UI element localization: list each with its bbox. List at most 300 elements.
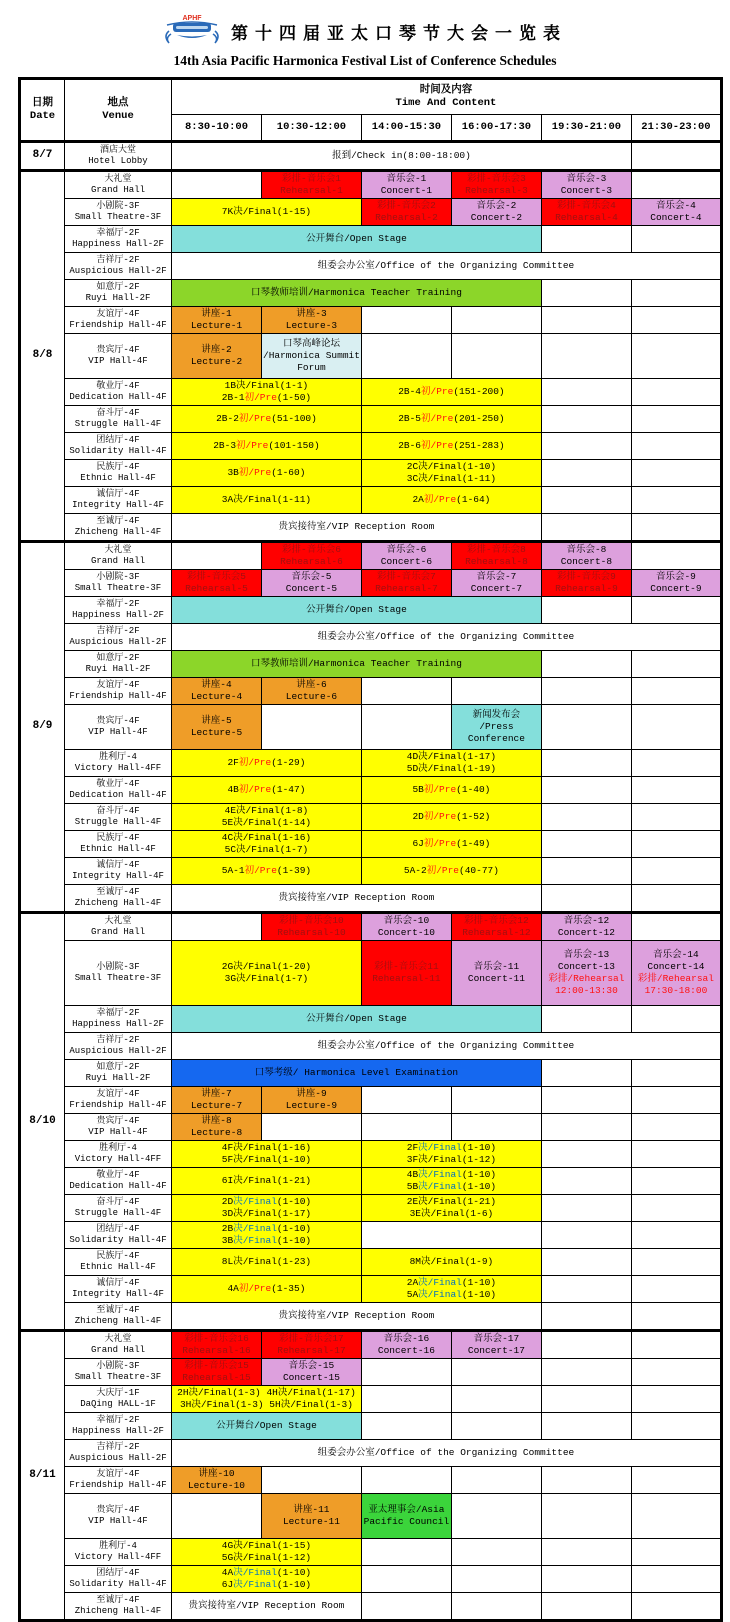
empty-cell xyxy=(451,1467,541,1494)
schedule-cell: 8L决/Final(1-23) xyxy=(172,1249,362,1276)
schedule-cell: 3A决/Final(1-11) xyxy=(172,487,362,514)
empty-cell xyxy=(361,1593,451,1621)
empty-cell xyxy=(451,1494,541,1539)
schedule-row xyxy=(20,406,722,433)
schedule-cell: 音乐会-2 Concert-2 xyxy=(451,199,541,226)
schedule-row xyxy=(20,913,722,941)
venue-cell: 如意厅-2F Ruyi Hall-2F xyxy=(65,651,172,678)
schedule-row xyxy=(20,1141,722,1168)
empty-cell xyxy=(631,1195,721,1222)
schedule-cell: 音乐会-17 Concert-17 xyxy=(451,1331,541,1359)
empty-cell xyxy=(361,1222,541,1249)
empty-cell xyxy=(541,487,631,514)
venue-cell: 敬业厅-4F Dedication Hall-4F xyxy=(65,379,172,406)
empty-cell xyxy=(631,1413,721,1440)
empty-cell xyxy=(631,831,721,858)
date-cell: 8/9 xyxy=(20,542,65,913)
schedule-cell: 彩排-音乐会6 Rehearsal-6 xyxy=(262,542,362,570)
schedule-cell: 彩排-音乐会15 Rehearsal-15 xyxy=(172,1359,262,1386)
schedule-cell: 音乐会-4 Concert-4 xyxy=(631,199,721,226)
schedule-row xyxy=(20,941,722,1006)
empty-cell xyxy=(451,1359,541,1386)
empty-cell xyxy=(541,1060,631,1087)
schedule-cell: 彩排-音乐会2 Rehearsal-2 xyxy=(361,199,451,226)
schedule-cell: 组委会办公室/Office of the Organizing Committee xyxy=(172,1440,722,1467)
empty-cell xyxy=(631,804,721,831)
page-subtitle: 14th Asia Pacific Harmonica Festival List of Conference Schedules xyxy=(173,53,557,68)
date-cell: 8/8 xyxy=(20,171,65,542)
empty-cell xyxy=(631,1276,721,1303)
schedule-row xyxy=(20,678,722,705)
empty-cell xyxy=(541,1386,631,1413)
venue-cell: 贵宾厅-4F VIP Hall-4F xyxy=(65,334,172,379)
schedule-cell: 口琴教师培训/Harmonica Teacher Training xyxy=(172,280,542,307)
date-cell: 8/7 xyxy=(20,142,65,171)
venue-cell: 小剧院-3F Small Theatre-3F xyxy=(65,1359,172,1386)
empty-cell xyxy=(631,1249,721,1276)
empty-cell xyxy=(631,1467,721,1494)
empty-cell xyxy=(361,1114,451,1141)
schedule-row xyxy=(20,1539,722,1566)
venue-cell: 奋斗厅-4F Struggle Hall-4F xyxy=(65,1195,172,1222)
schedule-cell: 2H决/Final(1-3) 4H决/Final(1-17) 3H决/Final(1-3) 5H决/Final(1-3) xyxy=(172,1386,362,1413)
schedule-cell: 音乐会-11 Concert-11 xyxy=(451,941,541,1006)
schedule-cell: 彩排-音乐会4 Rehearsal-4 xyxy=(541,199,631,226)
schedule-cell: 讲座-6 Lecture-6 xyxy=(262,678,362,705)
empty-cell xyxy=(631,1593,721,1621)
schedule-row xyxy=(20,379,722,406)
schedule-cell: 4B决/Final(1-10) 5B决/Final(1-10) xyxy=(361,1168,541,1195)
empty-cell xyxy=(451,1413,541,1440)
empty-cell xyxy=(541,1141,631,1168)
schedule-cell: 贵宾接待室/VIP Reception Room xyxy=(172,1303,542,1331)
empty-cell xyxy=(361,705,451,750)
empty-cell xyxy=(451,334,541,379)
empty-cell xyxy=(541,651,631,678)
schedule-cell: 5B初/Pre(1-40) xyxy=(361,777,541,804)
schedule-cell: 讲座-3 Lecture-3 xyxy=(262,307,362,334)
schedule-cell: 彩排-音乐会9 Rehearsal-9 xyxy=(541,570,631,597)
schedule-row xyxy=(20,433,722,460)
schedule-row xyxy=(20,1494,722,1539)
schedule-row xyxy=(20,1276,722,1303)
schedule-cell: 4F决/Final(1-16) 5F决/Final(1-10) xyxy=(172,1141,362,1168)
schedule-row xyxy=(20,1222,722,1249)
schedule-cell: 讲座-7 Lecture-7 xyxy=(172,1087,262,1114)
empty-cell xyxy=(631,678,721,705)
empty-cell xyxy=(451,1386,541,1413)
empty-cell xyxy=(541,1006,631,1033)
empty-cell xyxy=(541,1593,631,1621)
schedule-cell: 彩排-音乐会8 Rehearsal-8 xyxy=(451,542,541,570)
schedule-cell: 6J初/Pre(1-49) xyxy=(361,831,541,858)
empty-cell xyxy=(631,433,721,460)
empty-cell xyxy=(541,1303,631,1331)
empty-cell xyxy=(631,651,721,678)
schedule-cell: 公开舞台/Open Stage xyxy=(172,597,542,624)
schedule-cell: 组委会办公室/Office of the Organizing Committee xyxy=(172,624,722,651)
empty-cell xyxy=(631,750,721,777)
venue-cell: 大礼堂 Grand Hall xyxy=(65,913,172,941)
empty-cell xyxy=(541,406,631,433)
schedule-row xyxy=(20,624,722,651)
schedule-row xyxy=(20,1303,722,1331)
aphf-logo xyxy=(163,12,221,51)
schedule-cell: 5A-1初/Pre(1-39) xyxy=(172,858,362,885)
empty-cell xyxy=(361,1539,451,1566)
empty-cell xyxy=(541,885,631,913)
venue-cell: 诚信厅-4F Integrity Hall-4F xyxy=(65,1276,172,1303)
empty-cell xyxy=(631,885,721,913)
empty-cell xyxy=(541,433,631,460)
empty-cell xyxy=(361,1566,451,1593)
empty-cell xyxy=(541,777,631,804)
venue-cell: 幸福厅-2F Happiness Hall-2F xyxy=(65,1413,172,1440)
schedule-row xyxy=(20,1386,722,1413)
venue-cell: 诚信厅-4F Integrity Hall-4F xyxy=(65,487,172,514)
venue-cell: 民族厅-4F Ethnic Hall-4F xyxy=(65,460,172,487)
venue-cell: 敬业厅-4F Dedication Hall-4F xyxy=(65,1168,172,1195)
schedule-cell: 音乐会-1 Concert-1 xyxy=(361,171,451,199)
venue-cell: 奋斗厅-4F Struggle Hall-4F xyxy=(65,804,172,831)
schedule-row xyxy=(20,1060,722,1087)
schedule-cell: 4A决/Final(1-10) 6J决/Final(1-10) xyxy=(172,1566,362,1593)
empty-cell xyxy=(361,334,451,379)
schedule-cell: 2C决/Final(1-10) 3C决/Final(1-11) xyxy=(361,460,541,487)
empty-cell xyxy=(631,142,721,171)
venue-cell: 如意厅-2F Ruyi Hall-2F xyxy=(65,280,172,307)
column-header-time-slot: 19:30-21:00 xyxy=(541,115,631,142)
venue-cell: 敬业厅-4F Dedication Hall-4F xyxy=(65,777,172,804)
empty-cell xyxy=(172,1494,262,1539)
empty-cell xyxy=(541,858,631,885)
schedule-cell: 2G决/Final(1-20) 3G决/Final(1-7) xyxy=(172,941,362,1006)
schedule-cell: 5A-2初/Pre(40-77) xyxy=(361,858,541,885)
venue-cell: 友谊厅-4F Friendship Hall-4F xyxy=(65,678,172,705)
schedule-cell: 音乐会-16 Concert-16 xyxy=(361,1331,451,1359)
schedule-cell: 彩排-音乐会11 Rehearsal-11 xyxy=(361,941,451,1006)
empty-cell xyxy=(541,1114,631,1141)
schedule-row xyxy=(20,1440,722,1467)
schedule-row xyxy=(20,1467,722,1494)
schedule-row xyxy=(20,487,722,514)
empty-cell xyxy=(631,226,721,253)
schedule-cell: 音乐会-3 Concert-3 xyxy=(541,171,631,199)
empty-cell xyxy=(541,1087,631,1114)
empty-cell xyxy=(262,1467,362,1494)
empty-cell xyxy=(541,1168,631,1195)
empty-cell xyxy=(541,1331,631,1359)
venue-cell: 贵宾厅-4F VIP Hall-4F xyxy=(65,1494,172,1539)
schedule-row xyxy=(20,831,722,858)
schedule-cell: 2D决/Final(1-10) 3D决/Final(1-17) xyxy=(172,1195,362,1222)
empty-cell xyxy=(541,514,631,542)
schedule-cell: 讲座-11 Lecture-11 xyxy=(262,1494,362,1539)
schedule-row xyxy=(20,1195,722,1222)
empty-cell xyxy=(172,913,262,941)
venue-cell: 贵宾厅-4F VIP Hall-4F xyxy=(65,705,172,750)
schedule-cell: 讲座-1 Lecture-1 xyxy=(172,307,262,334)
empty-cell xyxy=(631,171,721,199)
column-header-time-content: 时间及内容 Time And Content xyxy=(172,79,722,115)
empty-cell xyxy=(172,171,262,199)
schedule-cell: 音乐会-7 Concert-7 xyxy=(451,570,541,597)
venue-cell: 至诚厅-4F Zhicheng Hall-4F xyxy=(65,885,172,913)
empty-cell xyxy=(631,705,721,750)
venue-cell: 小剧院-3F Small Theatre-3F xyxy=(65,941,172,1006)
empty-cell xyxy=(361,307,451,334)
schedule-row xyxy=(20,1413,722,1440)
schedule-cell: 4D决/Final(1-17) 5D决/Final(1-19) xyxy=(361,750,541,777)
schedule-cell: 2B-4初/Pre(151-200) xyxy=(361,379,541,406)
column-header-time-slot: 14:00-15:30 xyxy=(361,115,451,142)
schedule-cell: 音乐会-10 Concert-10 xyxy=(361,913,451,941)
schedule-row xyxy=(20,885,722,913)
venue-cell: 如意厅-2F Ruyi Hall-2F xyxy=(65,1060,172,1087)
empty-cell xyxy=(541,460,631,487)
schedule-cell: 新闻发布会 /Press Conference xyxy=(451,705,541,750)
empty-cell xyxy=(361,1359,451,1386)
empty-cell xyxy=(631,1168,721,1195)
schedule-cell: 音乐会-13 Concert-13 彩排/Rehearsal 12:00-13:30 xyxy=(541,941,631,1006)
empty-cell xyxy=(541,804,631,831)
empty-cell xyxy=(631,1539,721,1566)
schedule-cell: 2E决/Final(1-21) 3E决/Final(1-6) xyxy=(361,1195,541,1222)
empty-cell xyxy=(451,1087,541,1114)
schedule-cell: 4A初/Pre(1-35) xyxy=(172,1276,362,1303)
schedule-cell: 彩排-音乐会10 Rehearsal-10 xyxy=(262,913,362,941)
empty-cell xyxy=(631,1141,721,1168)
schedule-cell: 4E决/Final(1-8) 5E决/Final(1-14) xyxy=(172,804,362,831)
empty-cell xyxy=(631,1359,721,1386)
schedule-table xyxy=(18,77,723,1622)
schedule-cell: 口琴高峰论坛 /Harmonica Summit Forum xyxy=(262,334,362,379)
schedule-row xyxy=(20,307,722,334)
schedule-row xyxy=(20,253,722,280)
venue-cell: 吉祥厅-2F Auspicious Hall-2F xyxy=(65,624,172,651)
venue-cell: 贵宾厅-4F VIP Hall-4F xyxy=(65,1114,172,1141)
schedule-row xyxy=(20,858,722,885)
schedule-cell: 彩排-音乐会7 Rehearsal-7 xyxy=(361,570,451,597)
schedule-row xyxy=(20,1168,722,1195)
empty-cell xyxy=(451,1593,541,1621)
empty-cell xyxy=(451,678,541,705)
venue-cell: 友谊厅-4F Friendship Hall-4F xyxy=(65,1467,172,1494)
schedule-cell: 2D初/Pre(1-52) xyxy=(361,804,541,831)
venue-cell: 小剧院-3F Small Theatre-3F xyxy=(65,570,172,597)
empty-cell xyxy=(541,750,631,777)
empty-cell xyxy=(262,1114,362,1141)
empty-cell xyxy=(541,1413,631,1440)
empty-cell xyxy=(541,1566,631,1593)
column-header-time-slot: 8:30-10:00 xyxy=(172,115,262,142)
empty-cell xyxy=(451,1539,541,1566)
schedule-cell: 彩排-音乐会17 Rehearsal-17 xyxy=(262,1331,362,1359)
schedule-cell: 贵宾接待室/VIP Reception Room xyxy=(172,514,542,542)
empty-cell xyxy=(541,307,631,334)
empty-cell xyxy=(541,678,631,705)
venue-cell: 奋斗厅-4F Struggle Hall-4F xyxy=(65,406,172,433)
empty-cell xyxy=(631,1087,721,1114)
empty-cell xyxy=(361,1087,451,1114)
empty-cell xyxy=(631,1494,721,1539)
schedule-cell: 音乐会-5 Concert-5 xyxy=(262,570,362,597)
schedule-cell: 音乐会-6 Concert-6 xyxy=(361,542,451,570)
venue-cell: 友谊厅-4F Friendship Hall-4F xyxy=(65,1087,172,1114)
empty-cell xyxy=(361,1467,451,1494)
empty-cell xyxy=(361,1386,451,1413)
schedule-cell: 彩排-音乐会16 Rehearsal-16 xyxy=(172,1331,262,1359)
venue-cell: 小剧院-3F Small Theatre-3F xyxy=(65,199,172,226)
schedule-row xyxy=(20,280,722,307)
column-header-time-slot: 21:30-23:00 xyxy=(631,115,721,142)
empty-cell xyxy=(631,1006,721,1033)
schedule-cell: 公开舞台/Open Stage xyxy=(172,1413,362,1440)
schedule-cell: 讲座-8 Lecture-8 xyxy=(172,1114,262,1141)
schedule-cell: 2B决/Final(1-10) 3B决/Final(1-10) xyxy=(172,1222,362,1249)
venue-cell: 幸福厅-2F Happiness Hall-2F xyxy=(65,226,172,253)
empty-cell xyxy=(541,1195,631,1222)
empty-cell xyxy=(631,514,721,542)
empty-cell xyxy=(541,1222,631,1249)
venue-cell: 大礼堂 Grand Hall xyxy=(65,1331,172,1359)
schedule-cell: 公开舞台/Open Stage xyxy=(172,226,542,253)
schedule-cell: 音乐会-9 Concert-9 xyxy=(631,570,721,597)
schedule-cell: 组委会办公室/Office of the Organizing Committee xyxy=(172,253,722,280)
schedule-row xyxy=(20,1593,722,1621)
empty-cell xyxy=(631,1331,721,1359)
column-header-time-slot: 16:00-17:30 xyxy=(451,115,541,142)
empty-cell xyxy=(541,597,631,624)
schedule-cell: 音乐会-12 Concert-12 xyxy=(541,913,631,941)
schedule-row xyxy=(20,705,722,750)
column-header-time-slot: 10:30-12:00 xyxy=(262,115,362,142)
empty-cell xyxy=(631,334,721,379)
venue-cell: 幸福厅-2F Happiness Hall-2F xyxy=(65,597,172,624)
venue-cell: 至诚厅-4F Zhicheng Hall-4F xyxy=(65,1593,172,1621)
schedule-row xyxy=(20,226,722,253)
empty-cell xyxy=(631,542,721,570)
empty-cell xyxy=(451,1566,541,1593)
empty-cell xyxy=(541,1539,631,1566)
venue-cell: 团结厅-4F Solidarity Hall-4F xyxy=(65,1566,172,1593)
date-cell: 8/11 xyxy=(20,1331,65,1621)
schedule-cell: 彩排-音乐会12 Rehearsal-12 xyxy=(451,913,541,941)
column-header-date: 日期 Date xyxy=(20,79,65,142)
empty-cell xyxy=(451,307,541,334)
empty-cell xyxy=(541,226,631,253)
schedule-cell: 音乐会-8 Concert-8 xyxy=(541,542,631,570)
venue-cell: 大庆厅-1F DaQing HALL-1F xyxy=(65,1386,172,1413)
empty-cell xyxy=(631,1386,721,1413)
empty-cell xyxy=(631,1566,721,1593)
venue-cell: 胜利厅-4 Victory Hall-4FF xyxy=(65,750,172,777)
empty-cell xyxy=(631,379,721,406)
empty-cell xyxy=(631,858,721,885)
schedule-row xyxy=(20,514,722,542)
schedule-cell: 2A初/Pre(1-64) xyxy=(361,487,541,514)
venue-cell: 至诚厅-4F Zhicheng Hall-4F xyxy=(65,1303,172,1331)
schedule-cell: 报到/Check in(8:00-18:00) xyxy=(172,142,632,171)
schedule-cell: 4B初/Pre(1-47) xyxy=(172,777,362,804)
empty-cell xyxy=(541,1276,631,1303)
empty-cell xyxy=(631,280,721,307)
empty-cell xyxy=(541,1467,631,1494)
schedule-row xyxy=(20,777,722,804)
empty-cell xyxy=(451,1114,541,1141)
schedule-cell: 组委会办公室/Office of the Organizing Committee xyxy=(172,1033,722,1060)
empty-cell xyxy=(541,1494,631,1539)
schedule-row xyxy=(20,460,722,487)
schedule-cell: 口琴考级/ Harmonica Level Examination xyxy=(172,1060,542,1087)
schedule-cell: 2B-2初/Pre(51-100) xyxy=(172,406,362,433)
schedule-cell: 贵宾接待室/VIP Reception Room xyxy=(172,1593,362,1621)
schedule-cell: 2B-3初/Pre(101-150) xyxy=(172,433,362,460)
schedule-cell: 1B决/Final(1-1) 2B-1初/Pre(1-50) xyxy=(172,379,362,406)
empty-cell xyxy=(541,334,631,379)
empty-cell xyxy=(631,597,721,624)
empty-cell xyxy=(631,1060,721,1087)
empty-cell xyxy=(631,1114,721,1141)
schedule-table-body xyxy=(20,142,722,1621)
venue-cell: 诚信厅-4F Integrity Hall-4F xyxy=(65,858,172,885)
schedule-cell: 彩排-音乐会5 Rehearsal-5 xyxy=(172,570,262,597)
empty-cell xyxy=(541,379,631,406)
empty-cell xyxy=(541,1359,631,1386)
schedule-cell: 音乐会-15 Concert-15 xyxy=(262,1359,362,1386)
schedule-cell: 音乐会-14 Concert-14 彩排/Rehearsal 17:30-18:00 xyxy=(631,941,721,1006)
schedule-cell: 2F初/Pre(1-29) xyxy=(172,750,362,777)
empty-cell xyxy=(631,460,721,487)
schedule-cell: 讲座-9 Lecture-9 xyxy=(262,1087,362,1114)
empty-cell xyxy=(541,1249,631,1276)
schedule-row xyxy=(20,171,722,199)
venue-cell: 民族厅-4F Ethnic Hall-4F xyxy=(65,831,172,858)
empty-cell xyxy=(541,831,631,858)
venue-cell: 吉祥厅-2F Auspicious Hall-2F xyxy=(65,1440,172,1467)
schedule-cell: 8M决/Final(1-9) xyxy=(361,1249,541,1276)
empty-cell xyxy=(172,542,262,570)
aphf-logo-text: APHF xyxy=(182,15,202,22)
empty-cell xyxy=(541,280,631,307)
schedule-row xyxy=(20,1114,722,1141)
empty-cell xyxy=(631,913,721,941)
page-header xyxy=(0,0,730,51)
empty-cell xyxy=(361,1413,451,1440)
schedule-row xyxy=(20,750,722,777)
schedule-cell: 2B-6初/Pre(251-283) xyxy=(361,433,541,460)
empty-cell xyxy=(631,487,721,514)
schedule-cell: 口琴教师培训/Harmonica Teacher Training xyxy=(172,651,542,678)
venue-cell: 友谊厅-4F Friendship Hall-4F xyxy=(65,307,172,334)
empty-cell xyxy=(631,777,721,804)
schedule-row xyxy=(20,804,722,831)
empty-cell xyxy=(361,678,451,705)
empty-cell xyxy=(631,1303,721,1331)
schedule-row xyxy=(20,542,722,570)
empty-cell xyxy=(541,705,631,750)
venue-cell: 至诚厅-4F Zhicheng Hall-4F xyxy=(65,514,172,542)
schedule-cell: 讲座-4 Lecture-4 xyxy=(172,678,262,705)
schedule-row xyxy=(20,334,722,379)
schedule-cell: 讲座-2 Lecture-2 xyxy=(172,334,262,379)
schedule-row xyxy=(20,1566,722,1593)
schedule-cell: 贵宾接待室/VIP Reception Room xyxy=(172,885,542,913)
schedule-row xyxy=(20,597,722,624)
schedule-row xyxy=(20,1331,722,1359)
venue-cell: 酒店大堂 Hotel Lobby xyxy=(65,142,172,171)
venue-cell: 大礼堂 Grand Hall xyxy=(65,171,172,199)
